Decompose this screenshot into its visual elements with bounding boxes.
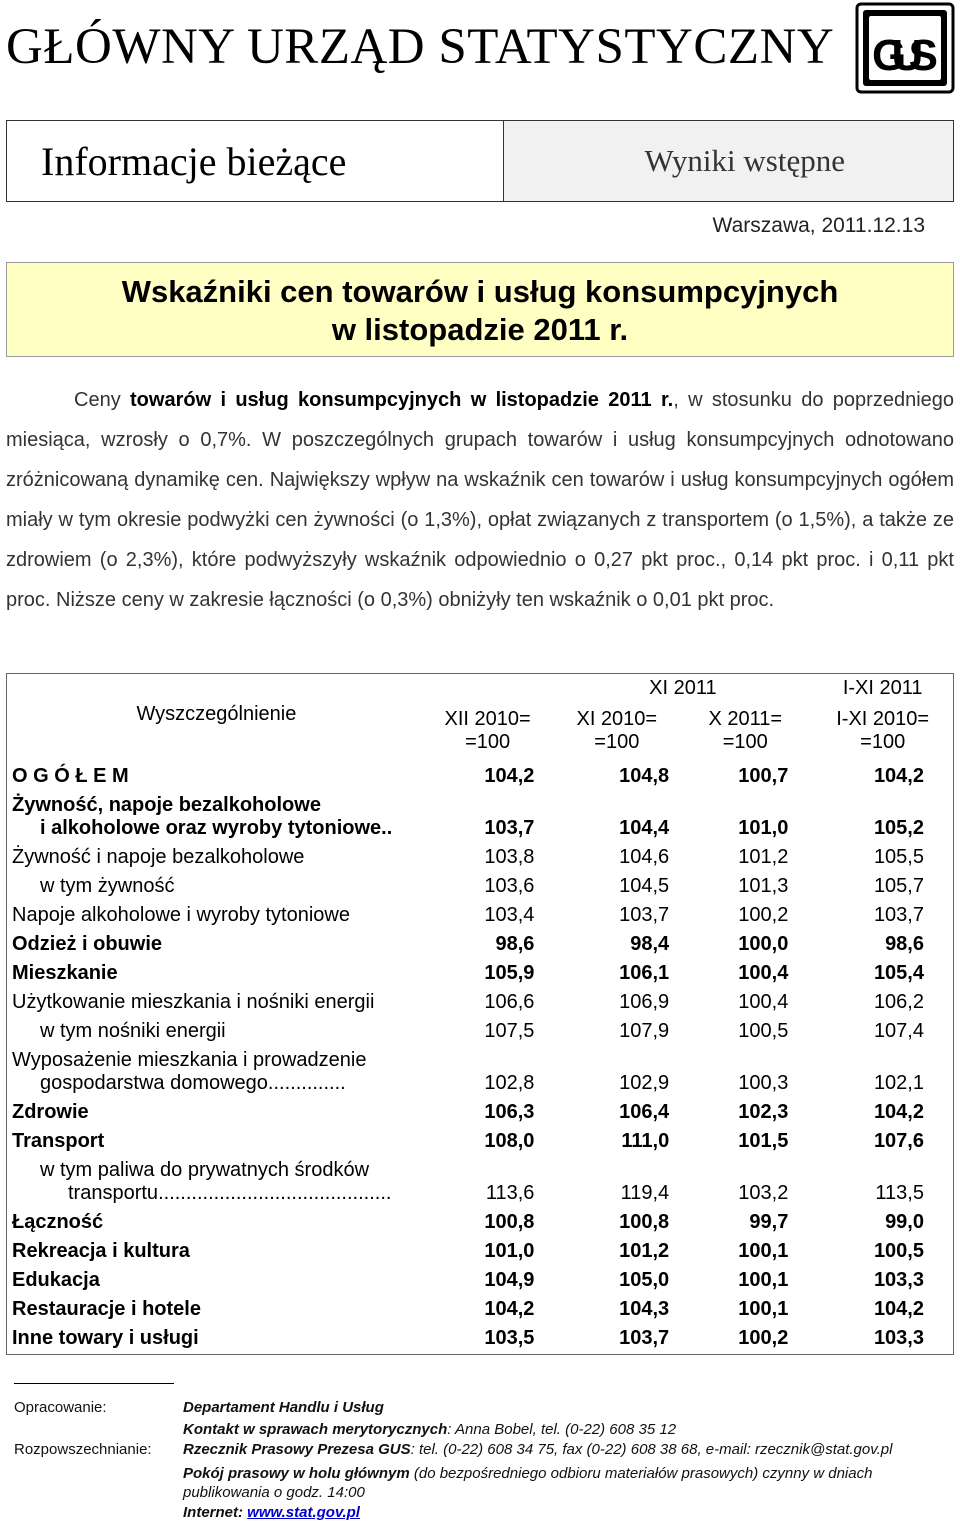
banner-right: Wyniki wstępne	[504, 121, 953, 201]
title-line-2: w listopadzie 2011 r.	[331, 312, 629, 347]
table-row	[6, 1234, 954, 1263]
row-label: Użytkowanie mieszkania i nośniki energii	[12, 991, 375, 1013]
row-value-3: 101,3	[738, 875, 789, 897]
row-label: Łączność	[12, 1211, 104, 1233]
table-row	[6, 1292, 954, 1321]
table-row	[6, 956, 954, 985]
row-value-2: 101,2	[619, 1240, 670, 1262]
row-label: Odzież i obuwie	[12, 933, 163, 955]
intro-part-3: , w stosunku do poprzedniego miesiąca, wzrosły o 0,7%. W poszczególnych grupach towarów i usług konsumpcyjnych odnotowano zróżnicowaną dynamikę cen. Największy wpływ na wskaźnik cen towarów i usług konsumpcyjnych ogółem miały w tym okresie podwyżki cen żywności (o 1,3%), opłat związanych z transportem (o 1,5%), a także ze zdrowiem (o 2,3%), które podwyższyły wskaźnik odpowiednio o 0,27 pkt proc., 0,14 pkt proc. i 0,11 pkt proc. Niższe ceny w zakresie łączności (o 0,3%) obniżyły ten wskaźnik o 0,01 pkt proc.	[6, 389, 955, 611]
row-value-1: 102,8	[484, 1072, 535, 1094]
row-value-1: 103,5	[484, 1327, 535, 1349]
intro-paragraph	[6, 380, 954, 620]
row-value-3: 103,2	[738, 1182, 789, 1204]
group-header-xi: XI 2011	[649, 676, 717, 699]
row-value-2: 100,8	[619, 1211, 670, 1233]
footer-press: Rzecznik Prasowy Prezesa GUS: tel. (0-22) 608 34 75, fax (0-22) 608 38 68, e-mail: rzecznik@stat.gov.pl	[183, 1441, 893, 1458]
row-value-1: 103,6	[484, 875, 535, 897]
row-value-1: 101,0	[484, 1240, 535, 1262]
row-value-2: 104,5	[619, 875, 670, 897]
footer-rule	[14, 1383, 174, 1384]
row-value-2: 119,4	[620, 1182, 670, 1204]
intro-part-2: towarów i usług konsumpcyjnych w listopadzie 2011 r.	[130, 389, 674, 411]
column-header-3: X 2011= =100	[708, 708, 783, 753]
row-value-4: 105,2	[873, 817, 924, 839]
row-value-4: 104,2	[873, 1101, 924, 1123]
row-value-4: 100,5	[873, 1240, 924, 1262]
row-label: Mieszkanie	[12, 962, 118, 984]
table-row	[6, 759, 954, 788]
row-value-3: 100,2	[738, 1327, 789, 1349]
row-label: Edukacja	[12, 1269, 100, 1291]
row-value-1: 105,9	[484, 962, 535, 984]
row-value-4: 106,2	[873, 991, 924, 1013]
column-header-1: XII 2010= =100	[444, 708, 531, 753]
row-value-2: 104,3	[619, 1298, 670, 1320]
table-row	[6, 1263, 954, 1292]
row-label: Żywność i napoje bezalkoholowe	[12, 846, 305, 868]
row-value-2: 103,7	[619, 1327, 670, 1349]
row-label: Żywność, napoje bezalkoholowe i alkoholowe oraz wyroby tytoniowe..	[12, 794, 393, 839]
row-value-2: 104,8	[619, 765, 670, 787]
row-label: O G Ó Ł E M	[12, 765, 129, 787]
row-value-2: 107,9	[619, 1020, 670, 1042]
row-value-1: 104,2	[484, 765, 535, 787]
footer-distribution-label: Rozpowszechnianie:	[14, 1441, 152, 1458]
row-value-1: 104,9	[484, 1269, 535, 1291]
gus-logo	[855, 2, 955, 94]
logo-text: GUS	[872, 31, 938, 80]
banner-left: Informacje bieżące	[7, 121, 504, 201]
row-value-3: 100,0	[738, 933, 789, 955]
row-label: w tym żywność	[40, 875, 175, 897]
table-row	[6, 1043, 954, 1095]
footer-internet: Internet: www.stat.gov.pl	[183, 1504, 360, 1521]
row-value-2: 111,0	[621, 1130, 670, 1152]
row-value-1: 113,6	[485, 1182, 535, 1204]
footer-prepared-value: Departament Handlu i Usług	[183, 1399, 384, 1416]
row-label: Napoje alkoholowe i wyroby tytoniowe	[12, 904, 350, 926]
column-header-4: I-XI 2010= =100	[836, 708, 930, 753]
row-value-2: 104,6	[619, 846, 670, 868]
row-value-3: 100,3	[738, 1072, 789, 1094]
row-value-3: 101,0	[738, 817, 789, 839]
row-value-3: 100,7	[738, 765, 789, 787]
row-value-1: 107,5	[484, 1020, 535, 1042]
row-label: Restauracje i hotele	[12, 1298, 201, 1320]
table-row	[6, 869, 954, 898]
footer-contact: Kontakt w sprawach merytorycznych: Anna Bobel, tel. (0-22) 608 35 12	[183, 1421, 677, 1438]
row-value-3: 100,4	[738, 962, 789, 984]
org-title: GŁÓWNY URZĄD STATYSTYCZNY	[6, 19, 835, 75]
footer-internet-link[interactable]: www.stat.gov.pl	[247, 1504, 360, 1521]
row-value-3: 99,7	[749, 1211, 789, 1233]
row-value-4: 104,2	[873, 1298, 924, 1320]
row-value-2: 105,0	[619, 1269, 670, 1291]
row-value-4: 104,2	[873, 765, 924, 787]
row-value-4: 107,4	[873, 1020, 924, 1042]
row-value-2: 102,9	[619, 1072, 670, 1094]
row-value-3: 100,1	[738, 1240, 789, 1262]
row-label: w tym paliwa do prywatnych środków transportu..........................................	[40, 1159, 392, 1204]
row-value-4: 107,6	[873, 1130, 924, 1152]
row-value-4: 105,7	[873, 875, 924, 897]
table-row	[6, 1014, 954, 1043]
date-line: Warszawa, 2011.12.13	[712, 214, 925, 237]
row-value-1: 103,8	[484, 846, 535, 868]
row-value-3: 101,2	[738, 846, 789, 868]
row-value-2: 106,4	[619, 1101, 670, 1123]
row-value-4: 103,3	[873, 1269, 924, 1291]
footer-press-room: Pokój prasowy w holu głównym (do bezpośredniego odbioru materiałów prasowych) czynny w dniach publikowania o godz. 14:00	[183, 1465, 873, 1501]
row-value-4: 102,1	[873, 1072, 924, 1094]
row-value-3: 100,4	[738, 991, 789, 1013]
row-label: Transport	[12, 1130, 105, 1152]
row-value-1: 106,6	[484, 991, 535, 1013]
column-header-label: Wyszczególnienie	[136, 703, 297, 725]
row-label: Wyposażenie mieszkania i prowadzenie gospodarstwa domowego..............	[12, 1049, 367, 1094]
row-value-4: 105,5	[873, 846, 924, 868]
title-line-1: Wskaźniki cen towarów i usług konsumpcyjnych	[121, 274, 839, 309]
header-banner	[6, 120, 954, 202]
row-value-3: 100,1	[738, 1298, 789, 1320]
row-value-1: 100,8	[484, 1211, 535, 1233]
row-value-4: 113,5	[875, 1182, 924, 1204]
row-label: Zdrowie	[12, 1101, 89, 1123]
table-row	[6, 927, 954, 956]
row-value-2: 103,7	[619, 904, 670, 926]
table-row	[6, 985, 954, 1014]
column-header-2: XI 2010= =100	[576, 708, 658, 753]
row-value-1: 103,7	[484, 817, 535, 839]
row-value-2: 106,9	[619, 991, 670, 1013]
table-row	[6, 1124, 954, 1153]
table-row	[6, 1321, 954, 1350]
table-row	[6, 1095, 954, 1124]
row-value-1: 103,4	[484, 904, 535, 926]
row-value-4: 105,4	[873, 962, 924, 984]
table-row	[6, 1153, 954, 1205]
row-value-4: 98,6	[885, 933, 924, 955]
table-row	[6, 898, 954, 927]
title-box	[6, 262, 954, 357]
table-row	[6, 1205, 954, 1234]
row-value-1: 106,3	[484, 1101, 535, 1123]
row-value-2: 106,1	[619, 962, 670, 984]
row-label: w tym nośniki energii	[40, 1020, 226, 1042]
row-value-4: 99,0	[885, 1211, 924, 1233]
row-value-4: 103,7	[873, 904, 924, 926]
row-value-3: 101,5	[738, 1130, 789, 1152]
row-label: Rekreacja i kultura	[12, 1240, 190, 1262]
row-value-2: 104,4	[619, 817, 670, 839]
table-row	[6, 840, 954, 869]
row-label: Inne towary i usługi	[12, 1327, 199, 1349]
table-row	[6, 788, 954, 840]
row-value-2: 98,4	[630, 933, 670, 955]
footer-prepared-label: Opracowanie:	[14, 1399, 107, 1416]
price-index-table	[6, 673, 954, 1350]
group-header-ixi: I-XI 2011	[842, 676, 923, 699]
row-value-3: 100,2	[738, 904, 789, 926]
row-value-3: 100,1	[738, 1269, 789, 1291]
row-value-3: 102,3	[738, 1101, 789, 1123]
row-value-4: 103,3	[873, 1327, 924, 1349]
row-value-1: 104,2	[484, 1298, 535, 1320]
row-value-1: 108,0	[484, 1130, 535, 1152]
row-value-3: 100,5	[738, 1020, 789, 1042]
row-value-1: 98,6	[495, 933, 535, 955]
intro-part-1: Ceny	[74, 389, 131, 411]
